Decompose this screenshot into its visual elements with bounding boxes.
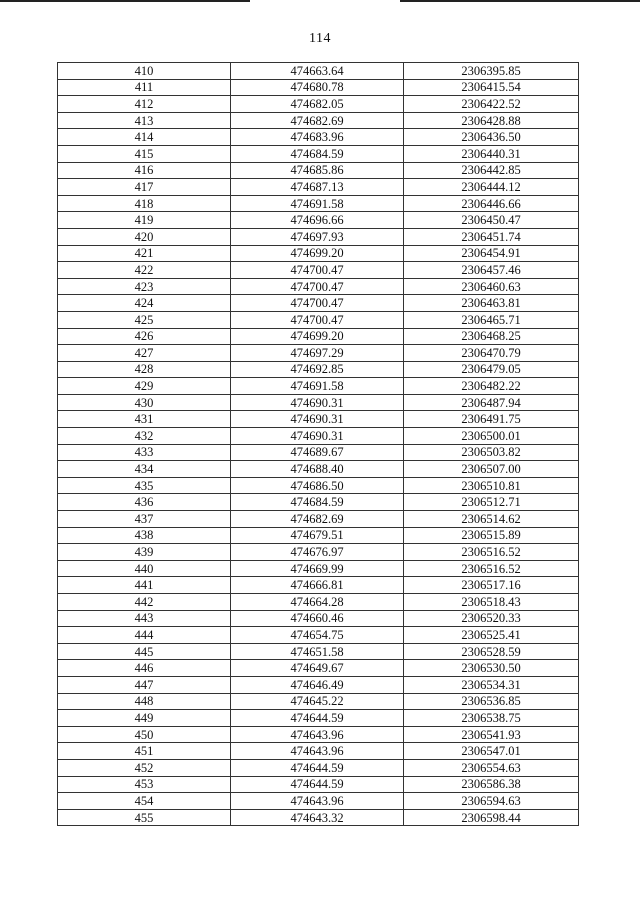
point-number-cell: 442: [58, 594, 231, 611]
point-number-cell: 417: [58, 179, 231, 196]
x-coordinate-cell: 474687.13: [231, 179, 404, 196]
x-coordinate-cell: 474646.49: [231, 676, 404, 693]
table-row: [58, 79, 579, 96]
y-coordinate-cell: 2306518.43: [404, 594, 579, 611]
table-row: [58, 428, 579, 445]
x-coordinate-cell: 474699.20: [231, 328, 404, 345]
y-coordinate-cell: 2306454.91: [404, 245, 579, 262]
y-coordinate-cell: 2306444.12: [404, 179, 579, 196]
coordinates-table: [57, 62, 579, 826]
y-coordinate-cell: 2306515.89: [404, 527, 579, 544]
table-row: [58, 660, 579, 677]
y-coordinate-cell: 2306395.85: [404, 63, 579, 80]
table-row: [58, 643, 579, 660]
point-number-cell: 410: [58, 63, 231, 80]
table-row: [58, 676, 579, 693]
point-number-cell: 430: [58, 394, 231, 411]
page-number: 114: [309, 31, 331, 46]
table-row: [58, 527, 579, 544]
point-number-cell: 411: [58, 79, 231, 96]
point-number-cell: 449: [58, 710, 231, 727]
x-coordinate-cell: 474697.29: [231, 345, 404, 362]
point-number-cell: 422: [58, 262, 231, 279]
y-coordinate-cell: 2306422.52: [404, 96, 579, 113]
table-row: [58, 693, 579, 710]
point-number-cell: 426: [58, 328, 231, 345]
y-coordinate-cell: 2306525.41: [404, 627, 579, 644]
table-row: [58, 145, 579, 162]
y-coordinate-cell: 2306436.50: [404, 129, 579, 146]
x-coordinate-cell: 474669.99: [231, 560, 404, 577]
table-row: [58, 627, 579, 644]
y-coordinate-cell: 2306516.52: [404, 544, 579, 561]
table-row: [58, 776, 579, 793]
coordinates-table-body: [58, 63, 579, 826]
table-row: [58, 361, 579, 378]
table-row: [58, 809, 579, 826]
point-number-cell: 439: [58, 544, 231, 561]
table-row: [58, 477, 579, 494]
y-coordinate-cell: 2306536.85: [404, 693, 579, 710]
x-coordinate-cell: 474697.93: [231, 228, 404, 245]
x-coordinate-cell: 474676.97: [231, 544, 404, 561]
x-coordinate-cell: 474682.69: [231, 112, 404, 129]
point-number-cell: 447: [58, 676, 231, 693]
x-coordinate-cell: 474664.28: [231, 594, 404, 611]
x-coordinate-cell: 474683.96: [231, 129, 404, 146]
x-coordinate-cell: 474644.59: [231, 710, 404, 727]
y-coordinate-cell: 2306520.33: [404, 610, 579, 627]
x-coordinate-cell: 474685.86: [231, 162, 404, 179]
x-coordinate-cell: 474644.59: [231, 759, 404, 776]
point-number-cell: 431: [58, 411, 231, 428]
scan-edge-left: [0, 0, 250, 2]
table-row: [58, 378, 579, 395]
x-coordinate-cell: 474680.78: [231, 79, 404, 96]
x-coordinate-cell: 474700.47: [231, 311, 404, 328]
point-number-cell: 425: [58, 311, 231, 328]
x-coordinate-cell: 474644.59: [231, 776, 404, 793]
point-number-cell: 413: [58, 112, 231, 129]
point-number-cell: 435: [58, 477, 231, 494]
x-coordinate-cell: 474663.64: [231, 63, 404, 80]
point-number-cell: 455: [58, 809, 231, 826]
point-number-cell: 415: [58, 145, 231, 162]
y-coordinate-cell: 2306530.50: [404, 660, 579, 677]
table-row: [58, 179, 579, 196]
scan-edge-right: [400, 0, 640, 2]
point-number-cell: 434: [58, 461, 231, 478]
x-coordinate-cell: 474682.05: [231, 96, 404, 113]
point-number-cell: 412: [58, 96, 231, 113]
y-coordinate-cell: 2306463.81: [404, 295, 579, 312]
table-row: [58, 112, 579, 129]
table-row: [58, 444, 579, 461]
x-coordinate-cell: 474654.75: [231, 627, 404, 644]
x-coordinate-cell: 474691.58: [231, 378, 404, 395]
y-coordinate-cell: 2306446.66: [404, 195, 579, 212]
x-coordinate-cell: 474682.69: [231, 511, 404, 528]
y-coordinate-cell: 2306514.62: [404, 511, 579, 528]
y-coordinate-cell: 2306415.54: [404, 79, 579, 96]
point-number-cell: 416: [58, 162, 231, 179]
y-coordinate-cell: 2306440.31: [404, 145, 579, 162]
table-row: [58, 295, 579, 312]
point-number-cell: 454: [58, 793, 231, 810]
table-row: [58, 311, 579, 328]
x-coordinate-cell: 474660.46: [231, 610, 404, 627]
table-row: [58, 544, 579, 561]
point-number-cell: 424: [58, 295, 231, 312]
y-coordinate-cell: 2306554.63: [404, 759, 579, 776]
point-number-cell: 438: [58, 527, 231, 544]
table-row: [58, 212, 579, 229]
y-coordinate-cell: 2306534.31: [404, 676, 579, 693]
y-coordinate-cell: 2306594.63: [404, 793, 579, 810]
point-number-cell: 446: [58, 660, 231, 677]
point-number-cell: 441: [58, 577, 231, 594]
table-row: [58, 726, 579, 743]
table-row: [58, 494, 579, 511]
point-number-cell: 421: [58, 245, 231, 262]
table-row: [58, 710, 579, 727]
table-row: [58, 228, 579, 245]
x-coordinate-cell: 474643.96: [231, 743, 404, 760]
y-coordinate-cell: 2306547.01: [404, 743, 579, 760]
point-number-cell: 428: [58, 361, 231, 378]
y-coordinate-cell: 2306598.44: [404, 809, 579, 826]
table-row: [58, 278, 579, 295]
table-row: [58, 262, 579, 279]
point-number-cell: 436: [58, 494, 231, 511]
y-coordinate-cell: 2306465.71: [404, 311, 579, 328]
y-coordinate-cell: 2306482.22: [404, 378, 579, 395]
point-number-cell: 451: [58, 743, 231, 760]
y-coordinate-cell: 2306457.46: [404, 262, 579, 279]
point-number-cell: 450: [58, 726, 231, 743]
x-coordinate-cell: 474643.32: [231, 809, 404, 826]
x-coordinate-cell: 474643.96: [231, 793, 404, 810]
table-row: [58, 328, 579, 345]
x-coordinate-cell: 474651.58: [231, 643, 404, 660]
x-coordinate-cell: 474679.51: [231, 527, 404, 544]
table-row: [58, 594, 579, 611]
point-number-cell: 443: [58, 610, 231, 627]
x-coordinate-cell: 474691.58: [231, 195, 404, 212]
y-coordinate-cell: 2306491.75: [404, 411, 579, 428]
y-coordinate-cell: 2306517.16: [404, 577, 579, 594]
x-coordinate-cell: 474700.47: [231, 295, 404, 312]
table-row: [58, 96, 579, 113]
y-coordinate-cell: 2306586.38: [404, 776, 579, 793]
x-coordinate-cell: 474684.59: [231, 145, 404, 162]
y-coordinate-cell: 2306468.25: [404, 328, 579, 345]
point-number-cell: 433: [58, 444, 231, 461]
table-row: [58, 511, 579, 528]
point-number-cell: 452: [58, 759, 231, 776]
y-coordinate-cell: 2306470.79: [404, 345, 579, 362]
table-row: [58, 411, 579, 428]
y-coordinate-cell: 2306450.47: [404, 212, 579, 229]
x-coordinate-cell: 474689.67: [231, 444, 404, 461]
x-coordinate-cell: 474696.66: [231, 212, 404, 229]
x-coordinate-cell: 474700.47: [231, 278, 404, 295]
point-number-cell: 453: [58, 776, 231, 793]
point-number-cell: 423: [58, 278, 231, 295]
x-coordinate-cell: 474643.96: [231, 726, 404, 743]
x-coordinate-cell: 474690.31: [231, 428, 404, 445]
x-coordinate-cell: 474649.67: [231, 660, 404, 677]
point-number-cell: 448: [58, 693, 231, 710]
x-coordinate-cell: 474690.31: [231, 394, 404, 411]
point-number-cell: 419: [58, 212, 231, 229]
y-coordinate-cell: 2306451.74: [404, 228, 579, 245]
table-row: [58, 793, 579, 810]
x-coordinate-cell: 474692.85: [231, 361, 404, 378]
y-coordinate-cell: 2306500.01: [404, 428, 579, 445]
table-row: [58, 759, 579, 776]
point-number-cell: 445: [58, 643, 231, 660]
y-coordinate-cell: 2306442.85: [404, 162, 579, 179]
point-number-cell: 444: [58, 627, 231, 644]
point-number-cell: 414: [58, 129, 231, 146]
point-number-cell: 429: [58, 378, 231, 395]
table-row: [58, 560, 579, 577]
point-number-cell: 427: [58, 345, 231, 362]
point-number-cell: 437: [58, 511, 231, 528]
y-coordinate-cell: 2306503.82: [404, 444, 579, 461]
point-number-cell: 432: [58, 428, 231, 445]
x-coordinate-cell: 474686.50: [231, 477, 404, 494]
y-coordinate-cell: 2306512.71: [404, 494, 579, 511]
y-coordinate-cell: 2306507.00: [404, 461, 579, 478]
table-row: [58, 345, 579, 362]
x-coordinate-cell: 474700.47: [231, 262, 404, 279]
y-coordinate-cell: 2306516.52: [404, 560, 579, 577]
x-coordinate-cell: 474699.20: [231, 245, 404, 262]
table-row: [58, 743, 579, 760]
y-coordinate-cell: 2306528.59: [404, 643, 579, 660]
x-coordinate-cell: 474684.59: [231, 494, 404, 511]
y-coordinate-cell: 2306510.81: [404, 477, 579, 494]
point-number-cell: 418: [58, 195, 231, 212]
table-row: [58, 394, 579, 411]
table-row: [58, 195, 579, 212]
point-number-cell: 420: [58, 228, 231, 245]
point-number-cell: 440: [58, 560, 231, 577]
y-coordinate-cell: 2306460.63: [404, 278, 579, 295]
x-coordinate-cell: 474666.81: [231, 577, 404, 594]
table-row: [58, 577, 579, 594]
table-row: [58, 461, 579, 478]
x-coordinate-cell: 474688.40: [231, 461, 404, 478]
y-coordinate-cell: 2306538.75: [404, 710, 579, 727]
table-row: [58, 162, 579, 179]
y-coordinate-cell: 2306428.88: [404, 112, 579, 129]
x-coordinate-cell: 474645.22: [231, 693, 404, 710]
x-coordinate-cell: 474690.31: [231, 411, 404, 428]
table-row: [58, 610, 579, 627]
y-coordinate-cell: 2306479.05: [404, 361, 579, 378]
y-coordinate-cell: 2306487.94: [404, 394, 579, 411]
table-row: [58, 63, 579, 80]
table-row: [58, 129, 579, 146]
table-row: [58, 245, 579, 262]
y-coordinate-cell: 2306541.93: [404, 726, 579, 743]
